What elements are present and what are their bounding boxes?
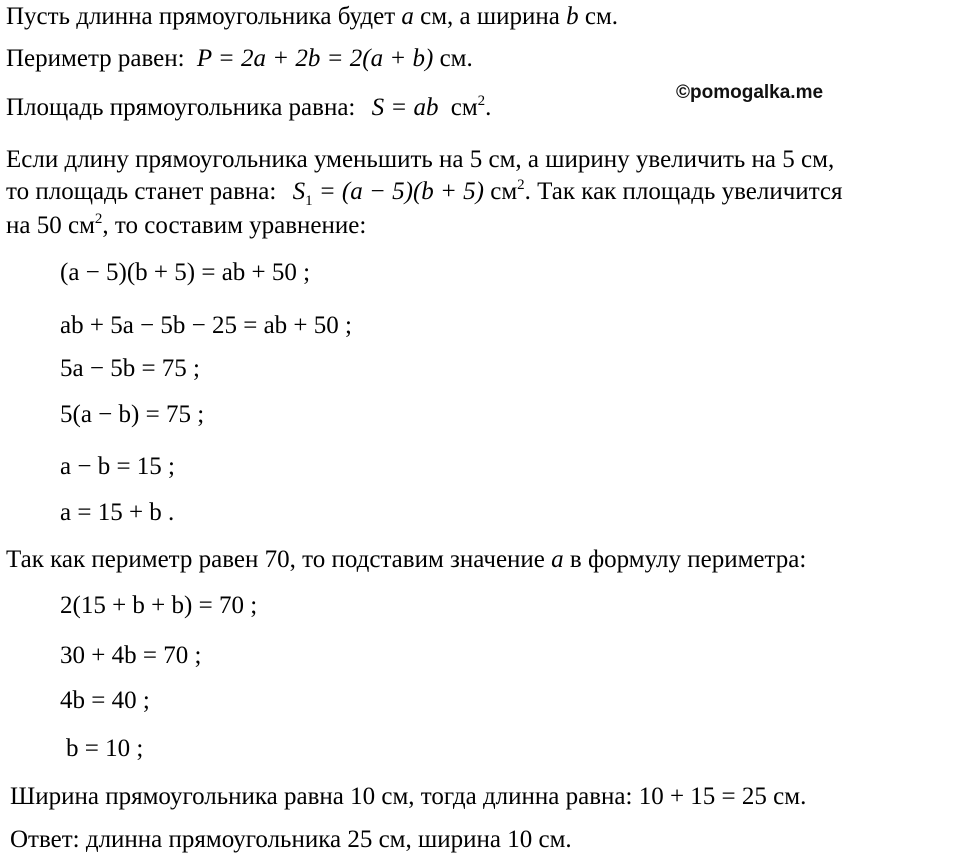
condition-line-2: [6, 177, 843, 207]
intro-line: [6, 2, 618, 32]
s1-unit-square: 2: [517, 177, 525, 193]
s1-symbol: S: [292, 178, 306, 205]
area-label: Площадь прямоугольника равна:: [6, 94, 362, 121]
area-unit-square: 2: [477, 93, 486, 109]
equation-1: (a − 5)(b + 5) = ab + 50 ;: [60, 259, 311, 286]
equation-5: a − b = 15 ;: [60, 453, 175, 480]
area-unit: см: [444, 94, 478, 121]
area-line: [6, 93, 491, 123]
condition-text-3: на 50 см: [6, 212, 95, 239]
perimeter-substitution-line: [6, 545, 806, 575]
substitution-text-2: в формулу периметра:: [563, 546, 807, 573]
area-formula: S = ab: [371, 94, 439, 121]
condition-text-2: . Так как площадь увеличится: [524, 178, 843, 205]
equation-10: b = 10 ;: [66, 735, 144, 762]
intro-text-1: Пусть длинна прямоугольника будет: [6, 3, 402, 30]
increase-unit-square: 2: [94, 211, 103, 227]
equation-4: 5(a − b) = 75 ;: [60, 401, 205, 428]
intro-text-2: см, а ширина: [413, 3, 567, 30]
area-dot: .: [485, 94, 492, 121]
perimeter-label: Периметр равен:: [6, 45, 191, 72]
s1-unit: см: [483, 178, 518, 205]
perimeter-line: [6, 44, 473, 74]
condition-text-4: , то составим уравнение:: [102, 212, 367, 239]
condition-line-1: Если длину прямоугольника уменьшить на 5 см, а ширину увеличить на 5 см,: [6, 146, 835, 173]
s1-subscript: 1: [305, 193, 313, 209]
equation-9: 4b = 40 ;: [60, 687, 150, 714]
perimeter-unit: см.: [433, 45, 473, 72]
var-b: b: [566, 3, 579, 30]
equation-2: ab + 5a − 5b − 25 = ab + 50 ;: [60, 312, 352, 339]
substitution-text: Так как периметр равен 70, то подставим значение: [6, 546, 552, 573]
var-a: a: [401, 3, 414, 30]
equation-8: 30 + 4b = 70 ;: [60, 642, 202, 669]
intro-text-3: см.: [578, 3, 619, 30]
perimeter-formula: P = 2a + 2b = 2(a + b): [196, 45, 434, 72]
equation-6: a = 15 + b .: [60, 499, 175, 526]
s1-formula: = (a − 5)(b + 5): [312, 178, 484, 205]
watermark: ©pomogalka.me: [676, 82, 824, 103]
answer: Ответ: длинна прямоугольника 25 см, ширина 10 см.: [10, 826, 572, 853]
equation-7: 2(15 + b + b) = 70 ;: [60, 592, 258, 619]
condition-line-3: [6, 211, 366, 241]
equation-3: 5a − 5b = 75 ;: [60, 355, 200, 382]
condition-text: то площадь станет равна:: [6, 178, 283, 205]
var-a-2: a: [551, 546, 564, 573]
conclusion: Ширина прямоугольника равна 10 см, тогда длинна равна: 10 + 15 = 25 см.: [10, 783, 807, 810]
